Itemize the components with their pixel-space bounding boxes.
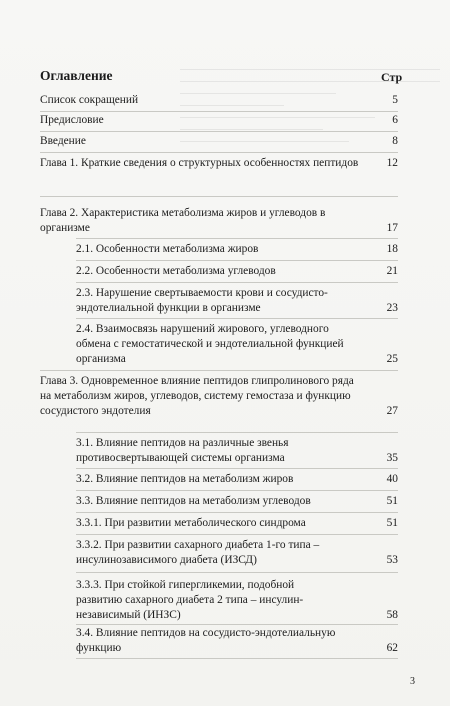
toc-entry-text: 3.4. Влияние пептидов на сосудисто-эндотелиальную функцию xyxy=(76,627,336,654)
page-column-heading: Стр xyxy=(381,70,403,84)
toc-entry-text: 3.3.3. При стойкой гипергликемии, подобной развитию сахарного диабета 2 типа – инсулин-независимый (ИНЗС) xyxy=(76,579,304,621)
toc-entry-3-2[interactable] xyxy=(76,472,398,487)
toc-entry-page: 53 xyxy=(386,554,398,566)
toc-entry-page: 8 xyxy=(392,135,398,147)
toc-entry-page: 17 xyxy=(386,222,398,234)
toc-entry-page: 5 xyxy=(392,94,398,106)
toc-entry-abbreviations[interactable] xyxy=(40,93,398,108)
toc-entry-text: Глава 3. Одновременное влияние пептидов глипролинового ряда на метаболизм жиров, углеводов, систему гемостаза и функцию сосудистого эндотелия xyxy=(40,375,354,417)
toc-entry-page: 27 xyxy=(386,405,398,417)
toc-entry-text: 2.4. Взаимосвязь нарушений жирового, углеводного обмена с гемостатической и эндотелиальной функцией организма xyxy=(76,323,344,365)
toc-entry-page: 51 xyxy=(386,495,398,507)
toc-entry-text: 3.3.2. При развитии сахарного диабета 1-го типа – инсулинозависимого диабета (ИЗСД) xyxy=(76,539,320,566)
toc-entry-chapter-2[interactable] xyxy=(40,206,398,236)
toc-entry-text: 2.1. Особенности метаболизма жиров xyxy=(76,243,259,255)
toc-entry-text: 3.3.1. При развитии метаболического синдрома xyxy=(76,517,306,529)
toc-entry-3-1[interactable] xyxy=(76,436,398,466)
toc-entry-page: 18 xyxy=(386,243,398,255)
toc-entry-2-3[interactable] xyxy=(76,286,398,316)
toc-entry-text: 3.2. Влияние пептидов на метаболизм жиров xyxy=(76,473,294,485)
toc-entry-chapter-3[interactable] xyxy=(40,374,398,419)
toc-entry-text: Список сокращений xyxy=(40,94,139,106)
toc-entry-3-3-3[interactable] xyxy=(76,578,398,623)
page-number: 3 xyxy=(410,676,415,687)
toc-entry-text: Предисловие xyxy=(40,114,104,126)
toc-entry-2-1[interactable] xyxy=(76,242,398,257)
toc-entry-preface[interactable] xyxy=(40,113,398,128)
toc-entry-page: 58 xyxy=(386,609,398,621)
toc-entry-chapter-1[interactable] xyxy=(40,156,398,171)
toc-entry-introduction[interactable] xyxy=(40,134,398,149)
toc-entry-page: 40 xyxy=(386,473,398,485)
toc-entry-2-2[interactable] xyxy=(76,264,398,279)
toc-entry-2-4[interactable] xyxy=(76,322,398,367)
toc-entry-text: 2.3. Нарушение свертываемости крови и сосудисто-эндотелиальной функции в организме xyxy=(76,287,328,314)
toc-entry-3-3-2[interactable] xyxy=(76,538,398,568)
toc-entry-page: 35 xyxy=(386,452,398,464)
toc-entry-3-4[interactable] xyxy=(76,626,398,656)
toc-entry-text: 3.1. Влияние пептидов на различные звенья противосвертывающей системы организма xyxy=(76,437,289,464)
toc-entry-text: 2.2. Особенности метаболизма углеводов xyxy=(76,265,276,277)
toc-entry-text: Глава 1. Краткие сведения о структурных особенностях пептидов xyxy=(40,157,359,169)
toc-entry-page: 51 xyxy=(386,517,398,529)
toc-entry-page: 23 xyxy=(386,302,398,314)
toc-entry-page: 12 xyxy=(386,157,398,169)
toc-heading: Оглавление xyxy=(40,68,113,83)
toc-entry-3-3-1[interactable] xyxy=(76,516,398,531)
toc-entry-page: 6 xyxy=(392,114,398,126)
toc-entry-text: Введение xyxy=(40,135,86,147)
toc-entry-page: 25 xyxy=(386,353,398,365)
toc-entry-page: 62 xyxy=(386,642,398,654)
toc-entry-page: 21 xyxy=(386,265,398,277)
toc-entry-3-3[interactable] xyxy=(76,494,398,509)
toc-entry-text: Глава 2. Характеристика метаболизма жиров и углеводов в организме xyxy=(40,207,326,234)
toc-entry-text: 3.3. Влияние пептидов на метаболизм углеводов xyxy=(76,495,311,507)
